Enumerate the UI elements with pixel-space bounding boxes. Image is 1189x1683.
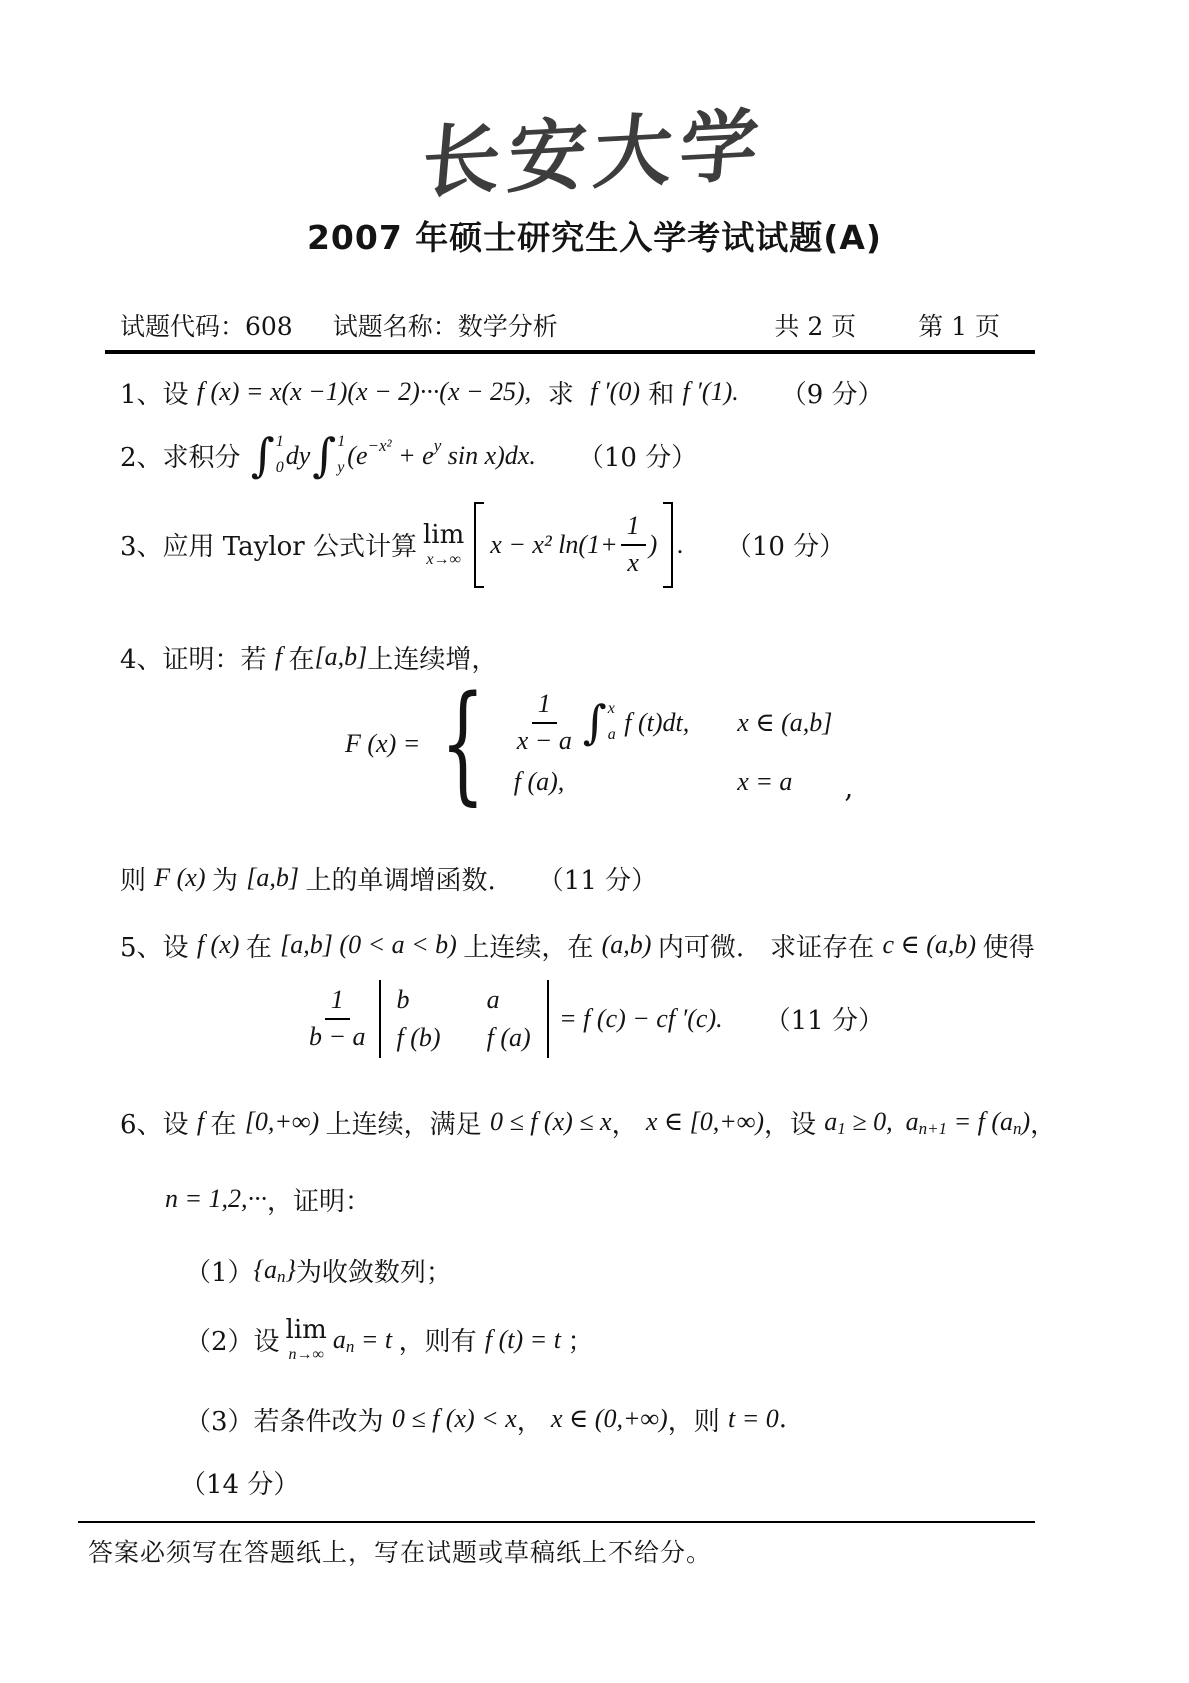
q6-domain: [0,+∞) [244, 1107, 326, 1137]
case-1-expression [508, 690, 690, 755]
item-1-brace-close: } [285, 1255, 296, 1285]
lim-word: lim [422, 519, 465, 550]
q2-score: （10 分） [577, 443, 698, 474]
item-1-brace-open: {a [253, 1255, 277, 1285]
left-bracket [474, 502, 484, 588]
integral-limits [607, 699, 616, 746]
q6-inequality: 0 ≤ f (x) ≤ x [489, 1107, 612, 1137]
footer-rule [78, 1521, 1035, 1523]
q6-seq-mid2: = f (a [947, 1107, 1013, 1137]
case-1-body: f (t)dt, [617, 707, 690, 737]
q6-satisfies-text: 上连续，满足 [325, 1109, 490, 1140]
q2-inner-integral [312, 428, 346, 483]
upper-limit: 1 [337, 433, 346, 451]
q6-item-3 [185, 1401, 1189, 1438]
integral-sign: ∫ [312, 428, 337, 483]
numerator: 1 [325, 986, 350, 1020]
q6-comma-1: ， [611, 1109, 646, 1140]
det-r2c2: f (a) [486, 1022, 531, 1052]
integral-limits [275, 432, 284, 479]
q5-determinant-equation [300, 980, 1189, 1058]
q4-interval: [a,b] [314, 642, 368, 672]
lim-subscript: n→∞ [288, 1345, 324, 1363]
q6-at: 在 [210, 1109, 245, 1140]
q6-x-domain: x ∈ [0,+∞) [645, 1107, 765, 1137]
q6-line-2 [165, 1181, 1189, 1218]
q2-exponent-1: −x² [367, 435, 392, 455]
q6-f: f [196, 1107, 211, 1137]
lim-subscript: x→∞ [426, 550, 461, 568]
determinant [379, 980, 549, 1058]
det-r2c1: f (b) [396, 1022, 441, 1052]
item-2-limit [285, 1314, 327, 1363]
upper-limit: x [607, 700, 615, 718]
q6-lead: 6、设 [120, 1109, 197, 1140]
det-r1c2: a [486, 984, 500, 1014]
q3-score: （10 分） [725, 532, 846, 563]
q2-exponent-2: y [433, 435, 442, 455]
q1-lead: 1、设 [120, 379, 197, 410]
item-2-equals-t: = t [354, 1324, 399, 1354]
item-2-a: a [332, 1324, 346, 1354]
lower-limit: 0 [275, 459, 284, 477]
q5-at: 在 [245, 932, 281, 963]
subscript-n-plus-1: n+1 [918, 1119, 948, 1139]
q5-interval-ab: [a,b] (0 < a < b) [280, 930, 464, 960]
university-logo [0, 0, 1189, 210]
q2-integrand-close: sin x)dx. [441, 440, 536, 470]
q1-mid-text: 求 [531, 379, 591, 410]
item-1-number: （1） [185, 1257, 254, 1288]
q4-piecewise-equation [345, 668, 1189, 818]
question-3 [120, 499, 1189, 591]
upper-limit: 1 [275, 433, 284, 451]
trailing-comma: , [844, 770, 854, 804]
case-1-fraction [511, 690, 578, 755]
item-2-number: （2）设 [185, 1327, 280, 1358]
q6-seq-a: a [824, 1107, 838, 1137]
q6-score-line [180, 1464, 1189, 1501]
q2-lead: 2、求积分 [120, 443, 249, 474]
q4-score: （11 分） [537, 865, 658, 896]
q3-expression: x − x² ln(1+ [490, 529, 618, 559]
q2-integrand-plus: + e [391, 440, 434, 470]
q5-score: （11 分） [764, 1006, 884, 1037]
q3-fraction [621, 512, 646, 577]
q6-n-sequence: n = 1,2,··· [165, 1184, 268, 1214]
q4-concl-Fx: F (x) [154, 863, 213, 893]
integral-limits [336, 432, 345, 479]
q4-f: f [274, 642, 289, 672]
q6-score: （14 分） [180, 1469, 300, 1500]
question-6 [120, 1104, 1189, 1141]
q5-differentiable-text: 内可微. 求证存在 [657, 932, 883, 963]
item-3-end: . [778, 1404, 788, 1435]
piecewise-cases [508, 690, 833, 797]
exam-subject-name: 试题名称：数学分析 [332, 311, 558, 341]
lower-limit: y [337, 459, 345, 477]
q1-and-text: 和 [639, 379, 683, 410]
q6-item-2 [185, 1314, 1189, 1363]
numerator: 1 [621, 512, 646, 546]
subscript-1: 1 [837, 1119, 846, 1139]
q4-Fx-label: F (x) = [345, 728, 421, 758]
case-1-integral [582, 695, 616, 750]
denominator: x [627, 547, 639, 577]
q1-derivative-0: f ′(0) [590, 377, 640, 407]
item-2-then-text: ，则有 [398, 1327, 485, 1358]
q5-open-interval: (a,b) [601, 930, 658, 960]
case-1-condition: x ∈ (a,b] [737, 707, 833, 737]
q2-integrand-open: (e [347, 440, 368, 470]
university-logo-text: 长安大学 [418, 99, 771, 210]
question-4 [120, 639, 1189, 676]
q4-at: 在 [288, 644, 315, 675]
subscript-n: n [276, 1267, 286, 1287]
q6-seq-end: ) [1021, 1107, 1031, 1137]
subscript-n: n [345, 1336, 355, 1356]
right-bracket [663, 502, 673, 588]
lim-word: lim [285, 1314, 327, 1345]
header-rule [105, 350, 1035, 354]
q5-continuous-text: 上连续，在 [463, 932, 602, 963]
integral-sign: ∫ [582, 695, 607, 750]
footer-notice: 答案必须写在答题纸上，写在试题或草稿纸上不给分。 [88, 1538, 713, 1567]
item-3-then-text: ，则 [667, 1406, 728, 1437]
exam-meta-row [120, 307, 1000, 343]
q5-fraction [303, 986, 372, 1051]
q6-item-1 [185, 1252, 1189, 1289]
denominator: x − a [516, 725, 572, 755]
item-3-comma: ， [516, 1406, 552, 1437]
q6-prove-text: ，证明： [267, 1186, 372, 1217]
item-3-x-domain: x ∈ (0,+∞) [551, 1404, 668, 1434]
item-1-text: 为收敛数列； [295, 1257, 452, 1288]
item-3-number: （3）若条件改为 [185, 1406, 392, 1437]
page-info [774, 307, 1000, 343]
page-title: 2007 年硕士研究生入学考试试题(A) [306, 217, 883, 257]
question-5 [120, 927, 1189, 964]
q2-dy: dy [285, 440, 311, 470]
q5-lead: 5、设 [120, 932, 197, 963]
q1-function-expression: f (x) = x(x −1)(x − 2)···(x − 25), [196, 377, 532, 407]
q3-limit [422, 519, 465, 568]
item-2-end: ； [567, 1327, 594, 1358]
left-brace: { [440, 668, 486, 818]
q6-comma-2: ， [1030, 1109, 1057, 1140]
denominator: b − a [309, 1021, 366, 1051]
q6-set-text: ，设 [764, 1109, 825, 1140]
q6-seq-mid1: ≥ 0, a [845, 1107, 919, 1137]
item-3-inequality: 0 ≤ f (x) < x [391, 1404, 517, 1434]
q4-conclusion [120, 860, 1189, 897]
q5-c-in-interval: c ∈ (a,b) [882, 930, 983, 960]
q4-lead: 4、证明：若 [120, 644, 275, 675]
q4-tail: 上连续增， [367, 644, 498, 675]
case-2-expression: f (a), [513, 767, 565, 797]
q5-such-that: 使得 [982, 932, 1035, 963]
q3-period: . [677, 529, 684, 559]
exam-code: 试题代码：608 [120, 311, 293, 341]
question-1 [120, 374, 1189, 411]
numerator: 1 [532, 690, 557, 724]
q5-fx: f (x) [196, 930, 246, 960]
lower-limit: a [607, 726, 616, 744]
page-number: 第 1 页 [918, 311, 1000, 341]
q5-equals-expression: = f (c) − cf ′(c). [552, 1003, 723, 1033]
question-2 [120, 427, 1189, 485]
integral-sign: ∫ [250, 428, 275, 483]
q1-score: （9 分） [780, 379, 884, 410]
subscript-n: n [1013, 1119, 1022, 1139]
item-3-t-zero: t = 0 [727, 1404, 779, 1434]
q3-lead: 3、应用 Taylor 公式计算 [120, 532, 417, 563]
total-pages: 共 2 页 [774, 311, 857, 341]
q1-derivative-1: f ′(1). [682, 377, 739, 407]
q4-concl-is: 为 [212, 865, 247, 896]
q4-concl-then: 则 [120, 865, 155, 896]
q3-expression-close: ) [648, 529, 658, 559]
det-r1c1: b [396, 984, 410, 1014]
q4-concl-interval: [a,b] [246, 863, 306, 893]
q4-concl-text: 上的单调增函数. [305, 865, 496, 896]
q2-outer-integral [250, 428, 284, 483]
item-2-ft-equation: f (t) = t [484, 1324, 568, 1354]
case-2-condition: x = a [737, 767, 793, 797]
